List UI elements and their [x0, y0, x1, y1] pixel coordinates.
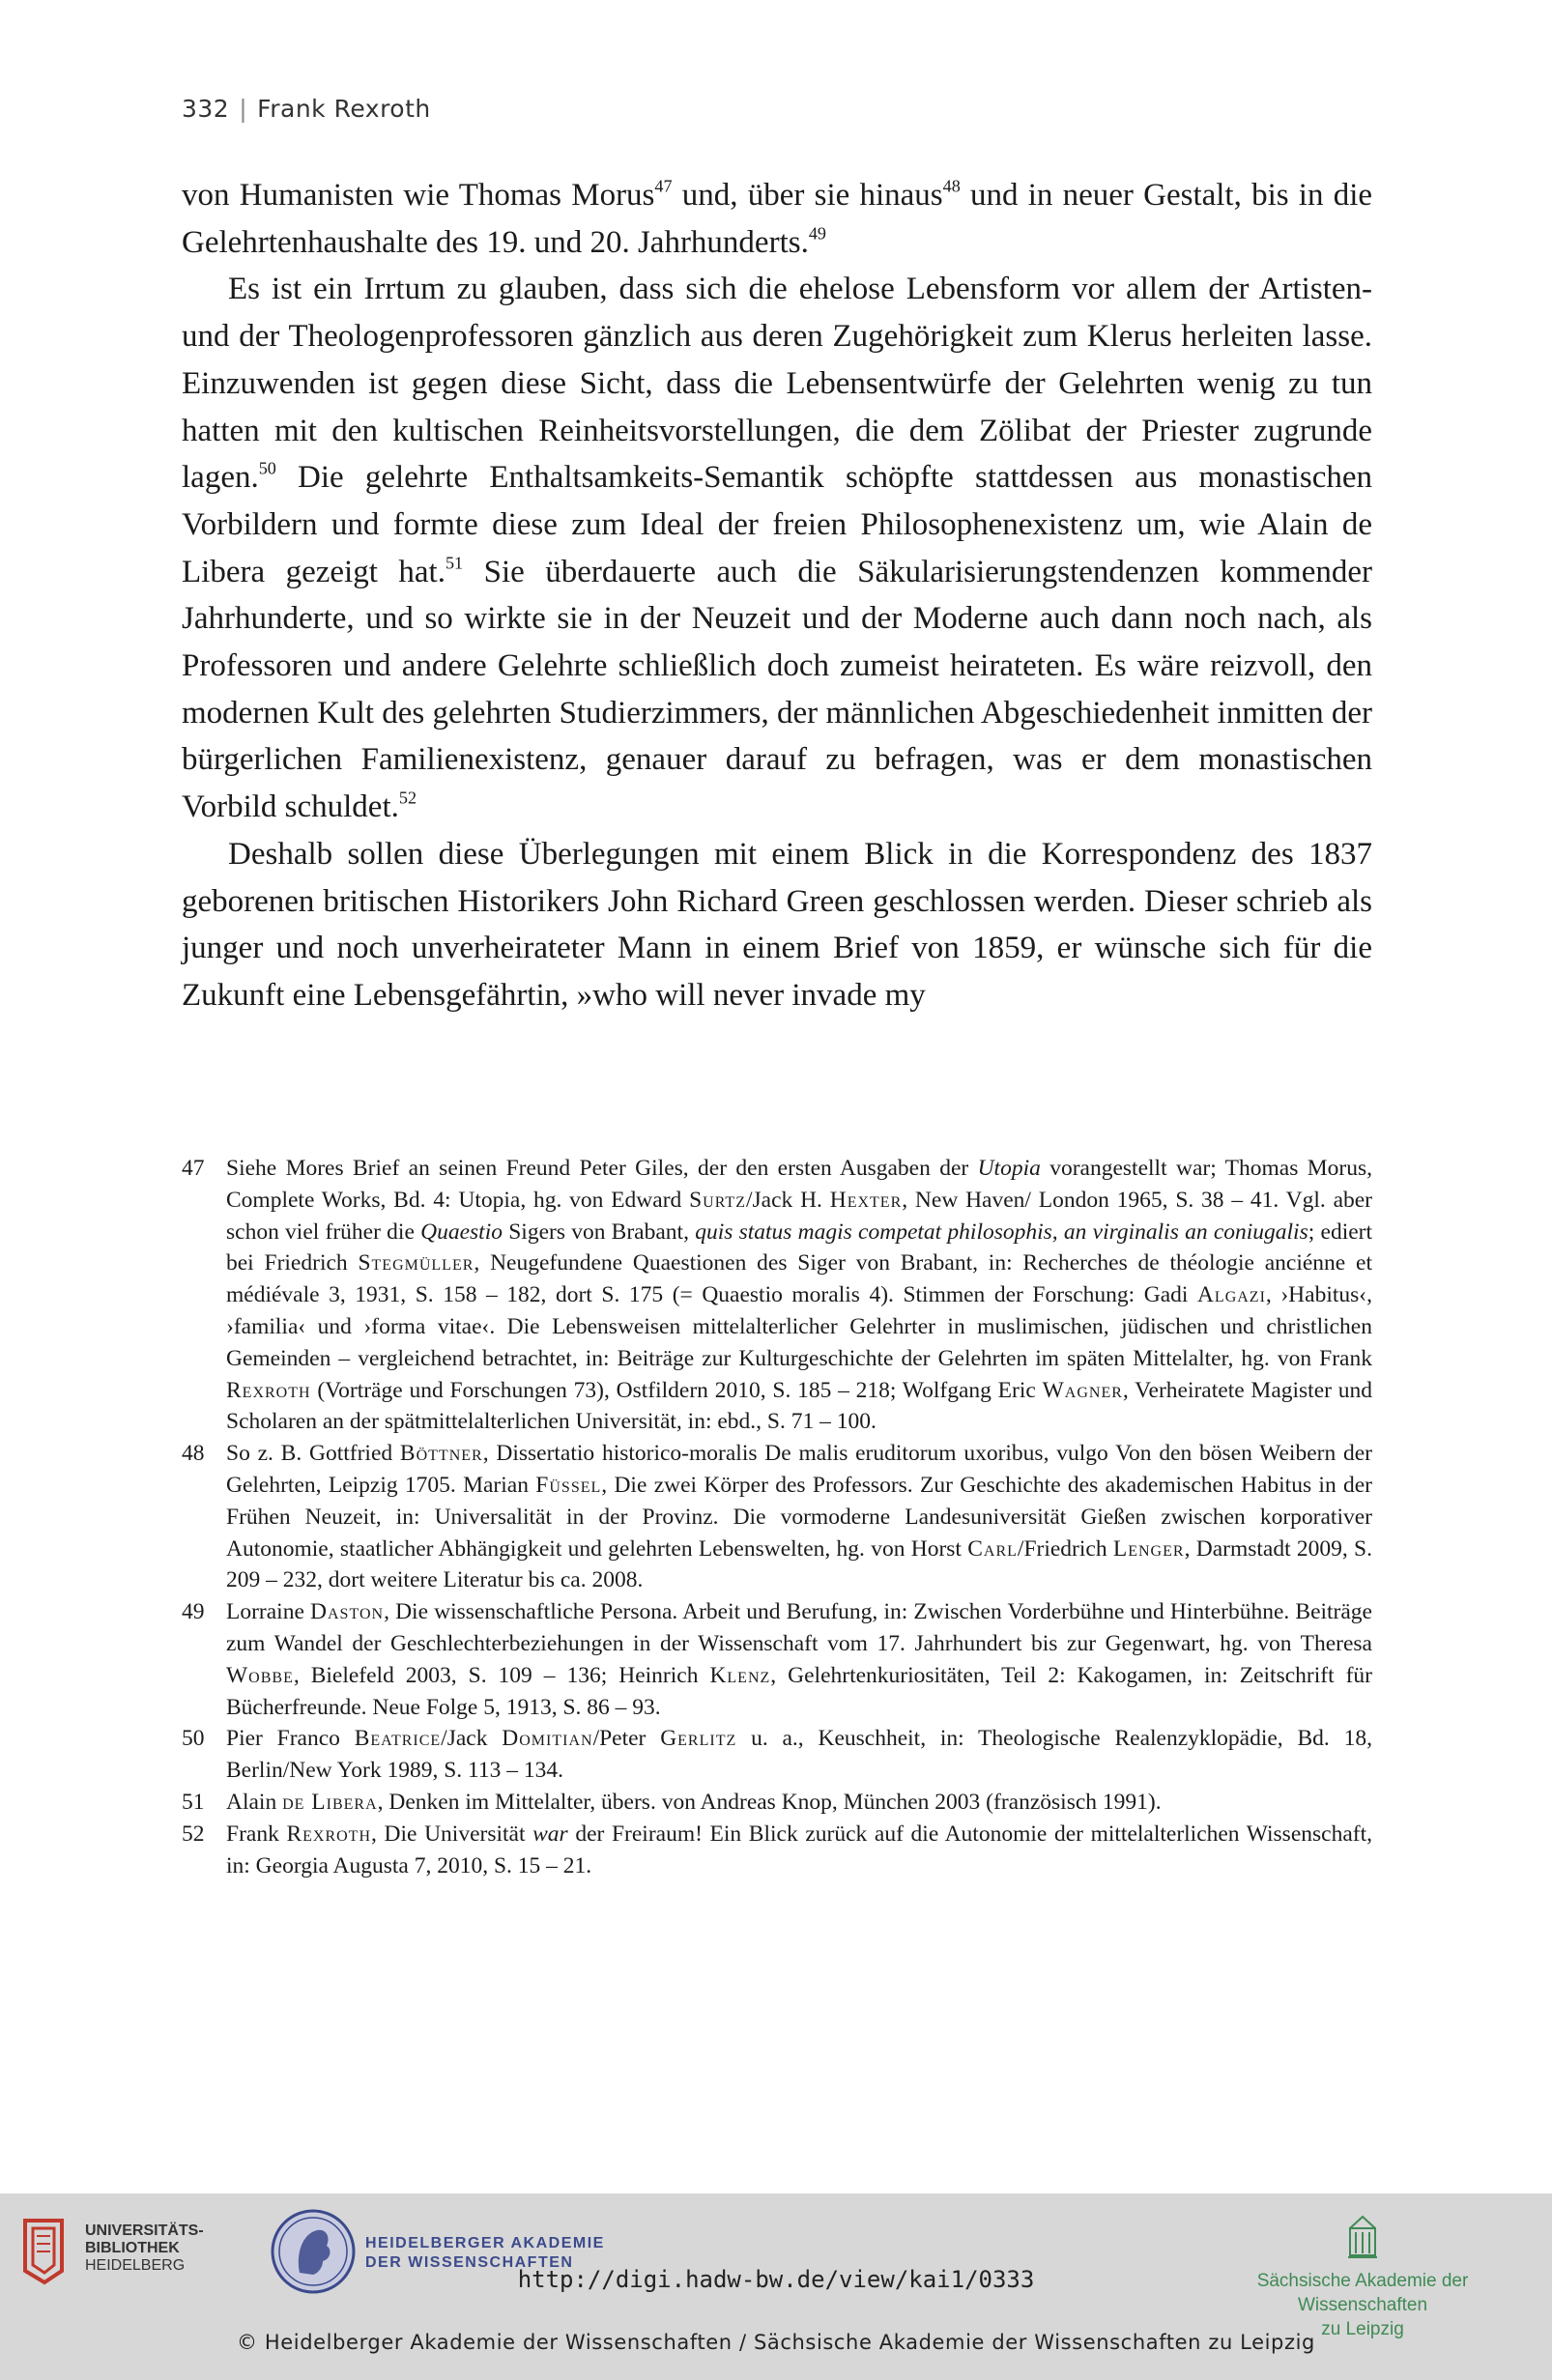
text-run: Deshalb sollen diese Überlegungen mit einem Blick in die Korrespondenz des 1837 geborenen britischen Historikers John Richard Green geschlossen werden. Dieser schrieb als junger und noch unverheirateter Mann in einem Brief von 1859, er wünsche sich für die Zukunft eine Lebensgefährtin, »who will never invade my	[182, 836, 1372, 1013]
italic-title: Utopia	[977, 1156, 1041, 1181]
text-run: und in neuer Gestalt, bis in die Gelehrtenhaushalte des 19. und 20. Jahrhunderts.	[182, 178, 1373, 260]
text-run: Sie überdauerte auch die Säkularisierungstendenzen kommender Jahrhunderte, und so wirkte sie in der Neuzeit und der Moderne auch dann noch nach, als Professoren und andere Gelehrte schließlich doch zumeist heirateten. Es wäre reizvoll, den modernen Kult des gelehrten Studierzimmers, der männlichen Abgeschiedenheit inmitten der bürgerlichen Familienexistenz, genauer darauf zu befragen, was er dem monastischen Vorbild schuldet.	[182, 554, 1372, 825]
footnote-ref-51[interactable]: 51	[445, 553, 464, 573]
author-surname: Füssel	[535, 1472, 602, 1498]
text-run: /Friedrich	[1017, 1535, 1113, 1562]
copyright-notice: © Heidelberger Akademie der Wissenschaften / Sächsische Akademie der Wissenschaften zu Leipzig	[237, 2331, 1315, 2354]
author-surname: Klenz	[709, 1662, 771, 1688]
saw-line: zu Leipzig	[1321, 2319, 1404, 2339]
text-run: , Die wissenschaftliche Persona. Arbeit und Berufung, in: Zwischen Vorderbühne und Hinterbühne. Beiträge zum Wandel der Geschlechterbeziehungen in der Wissenschaft vom 17. Jahrhundert bis zur Gegenwart, hg. von Theresa	[226, 1599, 1372, 1656]
text-run: , Neugefundene Quaestionen des Siger von Brabant, in: Recherches de théologie anciénne et médiévale 3, 1931, S. 158 – 182, dort S. 175 (= Quaestio moralis 4). Stimmen der Forschung: Gadi	[226, 1250, 1372, 1308]
ub-line: HEIDELBERG	[85, 2257, 186, 2274]
text-run: /Jack H.	[745, 1187, 830, 1213]
text-run: , New Haven/ London 1965, S. 38 – 41. Vgl. aber schon viel früher die	[226, 1187, 1373, 1245]
author-surname: Lenger	[1112, 1535, 1185, 1562]
page-number: 332	[182, 95, 230, 123]
author-surname: Rexroth	[226, 1377, 311, 1403]
footnote-ref-48[interactable]: 48	[942, 176, 961, 196]
author-surname: de Libera	[282, 1789, 378, 1815]
paragraph-3	[182, 831, 1372, 1019]
text-run: vorangestellt war; Thomas Morus, Complete Works, Bd. 4: Utopia, hg. von Edward	[226, 1156, 1372, 1213]
footnote-number: 48	[182, 1441, 205, 1467]
saw-line: Sächsische Akademie der Wissenschaften	[1256, 2271, 1469, 2315]
text-run: von Humanisten wie Thomas Morus	[182, 178, 655, 213]
footnote-ref-47[interactable]: 47	[654, 176, 673, 196]
author-surname: Stegmüller	[358, 1250, 474, 1276]
text-run: , Gelehrtenkuriositäten, Teil 2: Kakogamen, in: Zeitschrift für Bücherfreunde. Neue Folge 5, 1913, S. 86 – 93.	[226, 1662, 1372, 1720]
footnote-ref-49[interactable]: 49	[808, 223, 826, 244]
text-run: , Dissertatio historico-moralis De malis eruditorum uxoribus, vulgo Von den bösen Weibern der Gelehrten, Leipzig 1705. Marian	[226, 1441, 1372, 1498]
footnote-52	[182, 1819, 1372, 1882]
text-run: So z. B. Gottfried	[226, 1441, 400, 1467]
paragraph-2	[182, 266, 1372, 830]
footnote-number: 49	[182, 1599, 205, 1625]
text-run: u. a., Keuschheit, in: Theologische Realenzyklopädie, Bd. 18, Berlin/New York 1989, S. 113 – 134.	[226, 1726, 1372, 1784]
footnote-number: 50	[182, 1726, 205, 1752]
text-run: Lorraine	[226, 1599, 311, 1625]
text-run: Pier Franco	[226, 1726, 355, 1752]
italic-word: war	[532, 1821, 568, 1847]
footnote-ref-50[interactable]: 50	[258, 458, 276, 478]
text-run: , Denken im Mittelalter, übers. von Andreas Knop, München 2003 (französisch 1991).	[377, 1789, 1162, 1815]
text-run: und, über sie hinaus	[672, 178, 943, 213]
author-surname: Rexroth	[286, 1821, 372, 1847]
body-text	[182, 172, 1372, 1019]
text-run: , Die Universität	[371, 1821, 533, 1847]
text-run: , Darmstadt 2009, S. 209 – 232, dort weitere Literatur bis ca. 2008.	[226, 1535, 1372, 1593]
running-head	[182, 95, 431, 123]
footnote-51	[182, 1787, 1372, 1819]
author-surname: Gerlitz	[660, 1726, 737, 1752]
text-run: Die gelehrte Enthaltsamkeits-Semantik schöpfte stattdessen aus monastischen Vorbildern und formte diese zum Ideal der freien Philosophenexistenz um, wie Alain de Libera gezeigt hat.	[182, 460, 1372, 589]
text-run: /Jack	[441, 1726, 503, 1752]
saw-leipzig-logo[interactable]	[1198, 2207, 1527, 2339]
text-run: Alain	[226, 1789, 283, 1815]
text-run: Es ist ein Irrtum zu glauben, dass sich die ehelose Lebensform vor allem der Artisten- und der Theologenprofessoren gänzlich aus deren Zugehörigkeit zum Klerus herleiten lasse. Einzuwenden ist gegen diese Sicht, dass die Lebensentwürfe der Gelehrten wenig zu tun hatten mit den kultischen Reinheitsvorstellungen, die dem Zölibat der Priester zugrunde lagen.	[182, 272, 1372, 496]
text-run: (Vorträge und Forschungen 73), Ostfildern 2010, S. 185 – 218; Wolfgang Eric	[310, 1377, 1043, 1403]
text-run: /Peter	[592, 1726, 661, 1752]
saw-building-icon	[1198, 2207, 1527, 2265]
header-separator: |	[239, 95, 248, 123]
ub-line: BIBLIOTHEK	[85, 2240, 180, 2256]
footnote-number: 47	[182, 1156, 205, 1181]
italic-title: quis status magis competat philosophis, an virginalis an coniugalis	[695, 1219, 1308, 1245]
text-run: Frank	[226, 1821, 287, 1847]
footnote-number: 52	[182, 1821, 205, 1847]
text-run: , ›Habitus‹, ›familia‹ und ›forma vitae‹. Die Lebensweisen mittelalterlicher Gelehrter in muslimischen, jüdischen und christlichen Gemeinden – vergleichend betrachtet, in: Beiträge zur Kulturgeschichte der Gelehrten im späten Mittelalter, hg. von Frank	[226, 1282, 1372, 1371]
footnote-48	[182, 1438, 1372, 1596]
author-surname: Beatrice	[354, 1726, 442, 1752]
author-surname: Wobbe	[226, 1662, 294, 1688]
text-run: ; ediert bei Friedrich	[226, 1219, 1373, 1276]
author-surname: Böttner	[399, 1441, 483, 1467]
footnote-49	[182, 1596, 1372, 1723]
author-surname: Hexter	[829, 1187, 903, 1213]
text-run: , Die zwei Körper des Professors. Zur Geschichte des akademischen Habitus in der Frühen Neuzeit, in: Universalität in der Provinz. Die vormoderne Landesuniversität Gießen zwischen korporativer Autonomie, staatlicher Abhängigkeit und gelehrten Lebenswelten, hg. von Horst	[226, 1472, 1373, 1562]
permalink[interactable]: http://digi.hadw-bw.de/view/kai1/0333	[517, 2266, 1035, 2293]
footnote-ref-52[interactable]: 52	[398, 788, 417, 808]
text-run: Sigers von Brabant,	[502, 1219, 696, 1245]
author-surname: Daston	[310, 1599, 385, 1625]
paragraph-1	[182, 172, 1372, 266]
footnote-number: 51	[182, 1789, 205, 1815]
text-run: , Verheiratete Magister und Scholaren an der spätmittelalterlichen Universität, in: ebd., S. 71 – 100.	[226, 1377, 1373, 1435]
text-run: der Freiraum! Ein Blick zurück auf die Autonomie der mittelalterlichen Wissenschaft, in: Georgia Augusta 7, 2010, S. 15 – 21.	[226, 1821, 1372, 1878]
author-surname: Surtz	[689, 1187, 746, 1213]
ub-line: UNIVERSITÄTS-	[85, 2222, 204, 2239]
author-surname: Domitian	[502, 1726, 593, 1752]
author-surname: Algazi	[1196, 1282, 1266, 1308]
author-surname: Carl	[967, 1535, 1018, 1562]
text-run: , Bielefeld 2003, S. 109 – 136; Heinrich	[293, 1662, 710, 1688]
footnote-50	[182, 1723, 1372, 1787]
footnote-47	[182, 1153, 1372, 1438]
hadw-line: HEIDELBERGER AKADEMIE	[365, 2235, 605, 2251]
text-run: Siehe Mores Brief an seinen Freund Peter Giles, der den ersten Ausgaben der	[226, 1156, 978, 1181]
header-author: Frank Rexroth	[257, 95, 431, 123]
italic-title: Quaestio	[420, 1219, 503, 1245]
author-surname: Wagner	[1042, 1377, 1123, 1403]
permalink-row	[0, 2266, 1552, 2293]
footnotes	[182, 1153, 1372, 1881]
hadw-line: DER WISSENSCHAFTEN	[365, 2254, 574, 2271]
